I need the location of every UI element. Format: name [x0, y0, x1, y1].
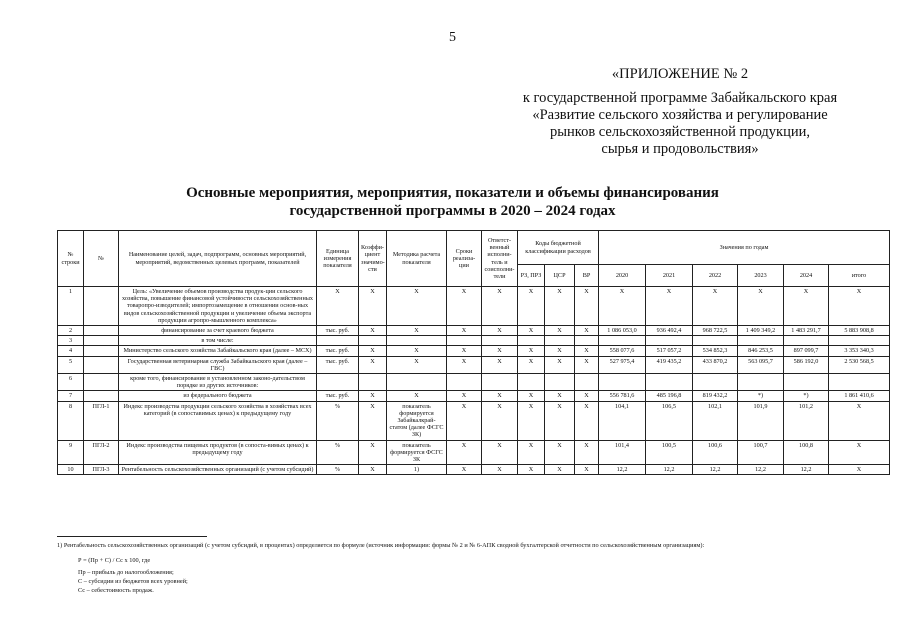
cell: Х [482, 346, 518, 356]
cell: Х [545, 440, 575, 465]
row-name: Государственная ветеринарная служба Забайкальского края (далее – ГВС) [119, 356, 317, 373]
cell: Х [482, 326, 518, 336]
table-header-row [58, 231, 890, 265]
appendix-line: рынков сельскохозяйственной продукции, [550, 124, 810, 140]
value-cell: 12,2 [738, 465, 784, 475]
cell: Х [545, 465, 575, 475]
row-unit: % [317, 465, 359, 475]
row-method: 1) [387, 465, 447, 475]
value-cell: 1 086 053,0 [599, 326, 646, 336]
header-terms: Сроки реализа-ции [447, 231, 482, 287]
cell: Х [447, 440, 482, 465]
row-coefficient: Х [359, 401, 387, 440]
page-number: 5 [449, 30, 456, 45]
value-cell: 12,2 [784, 465, 829, 475]
value-cell: 534 852,3 [693, 346, 738, 356]
cell: Х [693, 287, 738, 326]
cell: Х [482, 287, 518, 326]
value-cell: 104,1 [599, 401, 646, 440]
header-total: итого [829, 265, 890, 287]
header-coefficient: Коэффи-циент значимо-сти [359, 231, 387, 287]
value-cell: 968 722,5 [693, 326, 738, 336]
header-unit: Единица измерения показателя [317, 231, 359, 287]
cell: Х [482, 440, 518, 465]
cell: Х [738, 287, 784, 326]
value-cell: 1 483 291,7 [784, 326, 829, 336]
cell: Х [518, 401, 545, 440]
cell: Х [829, 287, 890, 326]
cell: Х [482, 391, 518, 401]
cell: Х [387, 391, 447, 401]
table-row [58, 326, 890, 336]
header-values-by-year: Значения по годам [599, 231, 890, 265]
value-cell: 527 975,4 [599, 356, 646, 373]
footnote-definition: Сс – себестоимость продаж. [78, 587, 154, 594]
cell: Х [359, 346, 387, 356]
header-year-2020: 2020 [599, 265, 646, 287]
table-row [58, 336, 890, 346]
footnote-divider [57, 536, 207, 537]
header-number: № [84, 231, 119, 287]
value-cell: 100,5 [646, 440, 693, 465]
row-name: в том числе: [119, 336, 317, 346]
row-code: ПГЛ-1 [84, 401, 119, 440]
value-cell: 1 409 349,2 [738, 326, 784, 336]
document-title-line: Основные мероприятия, мероприятия, показатели и объемы финансирования [186, 185, 719, 201]
value-cell: Х [829, 465, 890, 475]
row-number: 3 [58, 336, 84, 346]
appendix-line: «Развитие сельского хозяйства и регулирование [532, 107, 828, 123]
row-code [84, 326, 119, 336]
value-cell: 586 192,0 [784, 356, 829, 373]
cell: Х [518, 287, 545, 326]
cell: Х [447, 346, 482, 356]
row-code [84, 346, 119, 356]
header-year-2022: 2022 [693, 265, 738, 287]
cell: Х [482, 465, 518, 475]
header-budget-codes: Коды бюджетной классификации расходов [518, 231, 599, 265]
cell: Х [359, 326, 387, 336]
appendix-subtitle [480, 90, 880, 158]
footnote-text: 1) Рентабельность сельскохозяйственных организаций (с учетом субсидий, в процентах) определяется по формуле (источник информации: формы № 2 и № 6-АПК сводной бухгалтерской отчетности по сельскохозяйственным организациям): [57, 542, 705, 549]
footnote-definition: С – субсидии из бюджетов всех уровней; [78, 578, 188, 585]
value-cell: 2 530 568,5 [829, 356, 890, 373]
cell: Х [575, 287, 599, 326]
cell: Х [482, 356, 518, 373]
cell: Х [447, 391, 482, 401]
row-code [84, 356, 119, 373]
value-cell: 897 099,7 [784, 346, 829, 356]
row-name: Цель: «Увеличение объемов производства продук-ции сельского хозяйства, повышение финансовой устойчивости сельскохозяйственных товаропро-изводителей; импортозамещение в отношении основ-ных видов сельскохозяйственной продукции и увеличение объема экспорта продукции агропро-мышленного комплекса» [119, 287, 317, 326]
row-method: показатель формируется Забайкалкрай-статом (далее ФСГС ЗК) [387, 401, 447, 440]
value-cell: 5 883 908,8 [829, 326, 890, 336]
cell: Х [447, 287, 482, 326]
row-code [84, 287, 119, 326]
value-cell: 1 861 410,6 [829, 391, 890, 401]
row-number: 5 [58, 356, 84, 373]
table-row [58, 287, 890, 326]
row-name: финансирование за счет краевого бюджета [119, 326, 317, 336]
row-unit: % [317, 440, 359, 465]
value-cell: 556 781,6 [599, 391, 646, 401]
cell: Х [518, 465, 545, 475]
row-number: 10 [58, 465, 84, 475]
cell: Х [518, 326, 545, 336]
table-row [58, 391, 890, 401]
row-name: из федерального бюджета [119, 391, 317, 401]
row-unit: % [317, 401, 359, 440]
header-row-number: № строки [58, 231, 84, 287]
value-cell: 12,2 [646, 465, 693, 475]
value-cell: 517 057,2 [646, 346, 693, 356]
header-executor: Ответст-венный исполни-тель и соисполни-тели [482, 231, 518, 287]
value-cell: *) [738, 391, 784, 401]
row-code [84, 336, 119, 346]
cell: Х [575, 346, 599, 356]
row-unit: тыс. руб. [317, 326, 359, 336]
row-number: 1 [58, 287, 84, 326]
value-cell: 419 435,2 [646, 356, 693, 373]
value-cell: 936 492,4 [646, 326, 693, 336]
cell: Х [599, 287, 646, 326]
value-cell: 558 077,6 [599, 346, 646, 356]
row-method: показатель формируется ФСГС ЗК [387, 440, 447, 465]
row-number: 7 [58, 391, 84, 401]
row-number: 4 [58, 346, 84, 356]
header-code-vr: ВР [575, 265, 599, 287]
row-name: Индекс производства продукции сельского хозяйства в хозяйствах всех категорий (в сопоставимых ценах) к предыдущему году [119, 401, 317, 440]
value-cell: 563 095,7 [738, 356, 784, 373]
cell: Х [575, 440, 599, 465]
cell: Х [545, 287, 575, 326]
document-title [0, 184, 905, 220]
cell: Х [545, 356, 575, 373]
value-cell: 819 432,2 [693, 391, 738, 401]
appendix-line: к государственной программе Забайкальского края [522, 90, 838, 106]
cell: Х [575, 326, 599, 336]
cell: Х [447, 356, 482, 373]
footnote-definition: Пр – прибыль до налогообложения; [78, 569, 174, 576]
row-name: Индекс производства пищевых продуктов (в сопоста-вимых ценах) к предыдущему году [119, 440, 317, 465]
cell: Х [447, 326, 482, 336]
cell: Х [518, 440, 545, 465]
cell: Х [545, 391, 575, 401]
value-cell: 100,7 [738, 440, 784, 465]
cell: Х [359, 391, 387, 401]
value-cell: Х [829, 401, 890, 440]
cell: Х [575, 401, 599, 440]
cell: Х [387, 287, 447, 326]
cell: Х [387, 326, 447, 336]
row-number: 8 [58, 401, 84, 440]
row-coefficient: Х [359, 440, 387, 465]
appendix-title: «ПРИЛОЖЕНИЕ № 2 [611, 66, 749, 82]
cell: Х [784, 287, 829, 326]
value-cell: 101,9 [738, 401, 784, 440]
table-row [58, 346, 890, 356]
cell: Х [447, 401, 482, 440]
program-table [57, 230, 890, 475]
row-number: 6 [58, 374, 84, 391]
value-cell: 3 353 340,3 [829, 346, 890, 356]
row-coefficient: Х [359, 465, 387, 475]
value-cell: 846 253,5 [738, 346, 784, 356]
cell: Х [545, 346, 575, 356]
value-cell: Х [829, 440, 890, 465]
row-number: 9 [58, 440, 84, 465]
row-code: ПГЛ-2 [84, 440, 119, 465]
row-code [84, 374, 119, 391]
table-row [58, 401, 890, 440]
value-cell: 100,8 [784, 440, 829, 465]
cell: Х [387, 356, 447, 373]
header-code-csr: ЦСР [545, 265, 575, 287]
value-cell: 433 870,2 [693, 356, 738, 373]
table-row [58, 374, 890, 391]
header-method: Методика расчета показателя [387, 231, 447, 287]
table-row [58, 356, 890, 373]
row-unit: тыс. руб. [317, 356, 359, 373]
value-cell: 106,5 [646, 401, 693, 440]
appendix-line: сырья и продовольствия» [601, 141, 759, 157]
header-year-2024: 2024 [784, 265, 829, 287]
cell: Х [545, 401, 575, 440]
row-name: Министерство сельского хозяйства Забайкальского края (далее – МСХ) [119, 346, 317, 356]
value-cell: 12,2 [693, 465, 738, 475]
header-name: Наименование целей, задач, подпрограмм, основных мероприятий, мероприятий, ведомственных целевых программ, показателей [119, 231, 317, 287]
header-year-2023: 2023 [738, 265, 784, 287]
value-cell: 485 196,8 [646, 391, 693, 401]
cell: Х [545, 326, 575, 336]
value-cell: 102,1 [693, 401, 738, 440]
row-name: Рентабельность сельскохозяйственных организаций (с учетом субсидий) [119, 465, 317, 475]
cell: Х [518, 391, 545, 401]
cell: Х [482, 401, 518, 440]
cell: Х [387, 346, 447, 356]
value-cell: *) [784, 391, 829, 401]
cell: Х [317, 287, 359, 326]
document-title-line: государственной программы в 2020 – 2024 годах [289, 203, 616, 219]
cell: Х [575, 356, 599, 373]
value-cell: 100,6 [693, 440, 738, 465]
cell: Х [575, 465, 599, 475]
cell: Х [575, 391, 599, 401]
cell: Х [646, 287, 693, 326]
header-code-rz: РЗ, ПРЗ [518, 265, 545, 287]
cell: Х [359, 356, 387, 373]
table-row [58, 465, 890, 475]
row-code [84, 391, 119, 401]
row-number: 2 [58, 326, 84, 336]
table-row [58, 440, 890, 465]
cell: Х [518, 356, 545, 373]
header-year-2021: 2021 [646, 265, 693, 287]
row-unit: тыс. руб. [317, 346, 359, 356]
row-name: кроме того, финансирование в установленном законо-дательством порядке из других источников: [119, 374, 317, 391]
row-code: ПГЛ-3 [84, 465, 119, 475]
value-cell: 101,4 [599, 440, 646, 465]
footnote-formula: Р = (Пр + С) / Сс х 100, где [78, 557, 151, 564]
value-cell: 101,2 [784, 401, 829, 440]
cell: Х [359, 287, 387, 326]
cell: Х [518, 346, 545, 356]
value-cell: 12,2 [599, 465, 646, 475]
row-unit: тыс. руб. [317, 391, 359, 401]
cell: Х [447, 465, 482, 475]
